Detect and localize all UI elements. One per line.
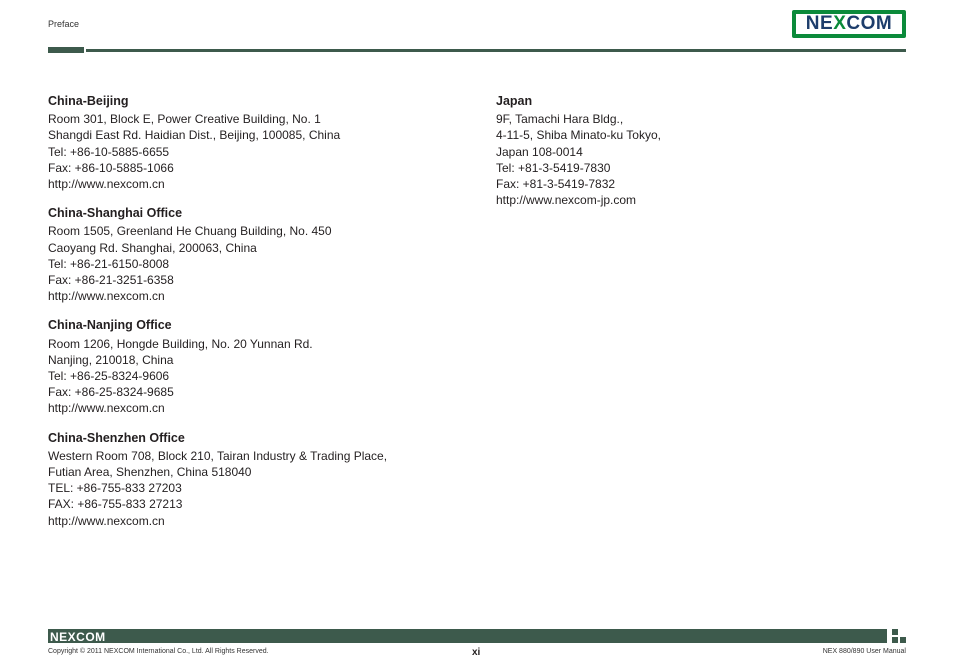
office-address-line: 9F, Tamachi Hara Bldg., <box>496 112 624 127</box>
office-fax: Fax: +81-3-5419-7832 <box>496 177 616 192</box>
office-fax: Fax: +86-10-5885-1066 <box>48 160 174 175</box>
office-website[interactable]: http://www.nexcom.cn <box>48 289 165 304</box>
nexcom-logo <box>792 10 906 38</box>
page-number: xi <box>472 647 481 658</box>
offices-left-column <box>48 93 468 542</box>
logo-text-right: COM <box>846 13 893 34</box>
office-china-shanghai <box>48 205 468 304</box>
manual-name: NEX 880/890 User Manual <box>822 648 906 655</box>
offices-right-column <box>496 93 896 221</box>
office-tel: Tel: +81-3-5419-7830 <box>496 160 611 175</box>
corner-mark-icon <box>892 629 906 643</box>
office-tel: TEL: +86-755-833 27203 <box>48 481 182 496</box>
office-fax: Fax: +86-25-8324-9685 <box>48 385 174 400</box>
office-fax: Fax: +86-21-3251-6358 <box>48 273 174 288</box>
office-website[interactable]: http://www.nexcom.cn <box>48 401 165 416</box>
office-address-line: Caoyang Rd. Shanghai, 200063, China <box>48 240 257 255</box>
office-tel: Tel: +86-21-6150-8008 <box>48 256 170 271</box>
office-website[interactable]: http://www.nexcom.cn <box>48 513 165 528</box>
logo-text-left: NE <box>805 13 834 34</box>
office-china-beijing <box>48 93 468 192</box>
office-address-line: Room 301, Block E, Power Creative Building, No. 1 <box>48 112 321 127</box>
office-address-line: Futian Area, Shenzhen, China 518040 <box>48 465 252 480</box>
section-label: Preface <box>48 19 80 29</box>
office-website[interactable]: http://www.nexcom-jp.com <box>496 193 637 208</box>
office-title: Japan <box>496 94 533 108</box>
office-title: China-Beijing <box>48 94 129 108</box>
office-japan <box>496 93 896 208</box>
office-tel: Tel: +86-10-5885-6655 <box>48 144 170 159</box>
office-address-line: Nanjing, 210018, China <box>48 352 174 367</box>
footer-nexcom-logo: NEXCOM <box>50 630 106 644</box>
office-address-line: Western Room 708, Block 210, Tairan Industry & Trading Place, <box>48 448 388 463</box>
copyright-text: Copyright © 2011 NEXCOM International Co., Ltd. All Rights Reserved. <box>48 648 269 655</box>
logo-text-x: X <box>833 13 847 34</box>
office-title: China-Shanghai Office <box>48 206 183 221</box>
office-china-nanjing <box>48 317 468 416</box>
office-address-line: Room 1206, Hongde Building, No. 20 Yunnan Rd. <box>48 336 313 351</box>
office-website[interactable]: http://www.nexcom.cn <box>48 177 165 192</box>
office-title: China-Nanjing Office <box>48 318 172 333</box>
office-address-line: Shangdi East Rd. Haidian Dist., Beijing, 100085, China <box>48 128 341 143</box>
office-address-line: 4-11-5, Shiba Minato-ku Tokyo, <box>496 128 661 143</box>
office-china-shenzhen <box>48 430 468 529</box>
header-rule-line <box>86 49 906 52</box>
office-fax: FAX: +86-755-833 27213 <box>48 497 183 512</box>
office-tel: Tel: +86-25-8324-9606 <box>48 369 170 384</box>
footer-bar <box>48 629 887 643</box>
office-title: China-Shenzhen Office <box>48 430 185 445</box>
header-rule-block <box>48 47 84 53</box>
office-address-line: Japan 108-0014 <box>496 144 583 159</box>
office-address-line: Room 1505, Greenland He Chuang Building, No. 450 <box>48 224 332 239</box>
